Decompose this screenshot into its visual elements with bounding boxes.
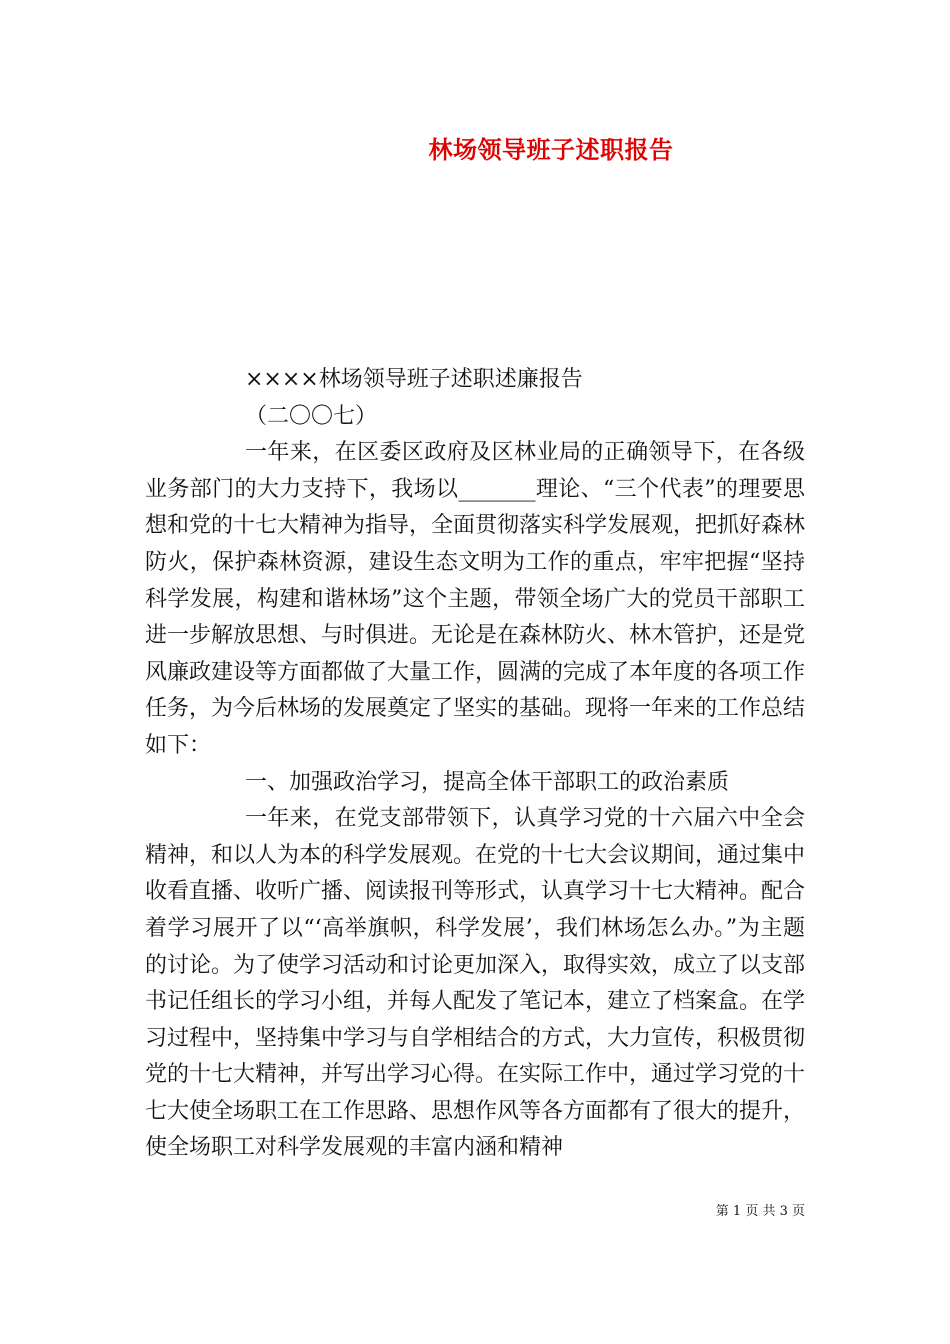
- document-body: [145, 362, 805, 1167]
- report-year: （二〇〇七）: [245, 403, 378, 429]
- document-title: 林场领导班子述职报告: [428, 135, 674, 164]
- paragraph-section-1: 一年来，在党支部带领下，认真学习党的十六届六中全会精神，和以人为本的科学发展观。在党的十七大会议期间，通过集中收看直播、收听广播、阅读报刊等形式，认真学习十七大精神。配合着学习展开了以“‘高举旗帜，科学发展’，我们林场怎么办。”为主题的讨论。为了使学习活动和讨论更加深入，取得实效，成立了以支部书记任组长的学习小组，并每人配发了笔记本，建立了档案盒。在学习过程中，坚持集中学习与自学相结合的方式，大力宣传，积极贯彻党的十七大精神，并写出学习心得。在实际工作中，通过学习党的十七大使全场职工在工作思路、思想作风等各方面都有了很大的提升，使全场职工对科学发展观的丰富内涵和精神: [145, 806, 806, 1161]
- report-subtitle: ××××林场领导班子述职述廉报告: [245, 367, 583, 392]
- section-heading-1: 一、加强政治学习，提高全体干部职工的政治素质: [245, 769, 730, 795]
- paragraph-intro: 一年来，在区委区政府及区林业局的正确领导下，在各级业务部门的大力支持下，我场以_______理论、“三个代表”的理要思想和党的十七大精神为指导，全面贯彻落实科学发展观，把抓好森林防火，保护森林资源，建设生态文明为工作的重点，牢牢把握“坚持科学发展，构建和谐林场”这个主题，带领全场广大的党员干部职工进一步解放思想、与时俱进。无论是在森林防火、林木管护，还是党风廉政建设等方面都做了大量工作，圆满的完成了本年度的各项工作任务，为今后林场的发展奠定了坚实的基础。现将一年来的工作总结如下：: [145, 440, 806, 758]
- page-number-footer: 第 1 页 共 3 页: [715, 1204, 805, 1219]
